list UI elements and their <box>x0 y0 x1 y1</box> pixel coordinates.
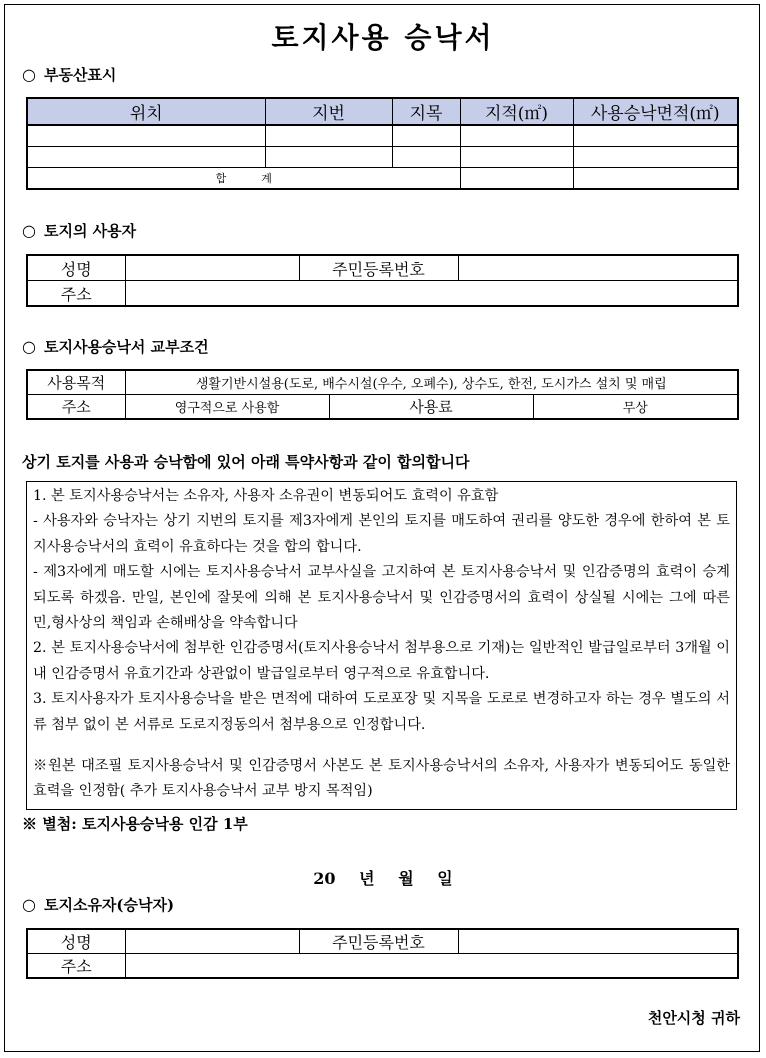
owner-id-field[interactable] <box>458 929 738 954</box>
user-address-field[interactable] <box>125 281 738 307</box>
terms-row <box>27 395 738 420</box>
special-terms-box <box>26 481 737 810</box>
col-approved-area: 사용승낙면적(㎡) <box>573 98 738 125</box>
section-user-label: 토지의 사용자 <box>43 222 137 240</box>
owner-id-label: 주민등록번호 <box>299 929 458 954</box>
total-label: 합 계 <box>27 168 460 190</box>
user-name-label: 성명 <box>27 255 125 281</box>
property-table <box>26 97 739 190</box>
document-title: 토지사용 승낙서 <box>271 21 495 54</box>
owner-name-row <box>27 929 738 954</box>
term-1: 1. 본 토지사용승낙서는 소유자, 사용자 소유권이 변동되어도 효력이 유효함 <box>33 488 499 504</box>
section-conditions-label: 토지사용승낙서 교부조건 <box>43 338 209 356</box>
term-note: ※원본 대조필 토지사용승낙서 및 인감증명서 사본도 본 토지사용승낙서의 소유자, 사용자가 변동되어도 동일한 효력을 인정함( 추가 토지사용승낙서 교부 방지 목적임) <box>33 758 730 800</box>
conditions-address-value: 영구적으로 사용함 <box>125 395 329 420</box>
date-year-unit: 년 <box>359 869 375 888</box>
cell-lot-number[interactable] <box>265 147 392 168</box>
section-property-heading <box>22 64 116 85</box>
cell-location[interactable] <box>27 125 265 147</box>
user-table <box>26 254 739 307</box>
user-address-row <box>27 281 738 307</box>
total-area[interactable] <box>460 168 573 190</box>
cell-approved-area[interactable] <box>573 147 738 168</box>
conditions-address-label: 주소 <box>27 395 125 420</box>
purpose-row <box>27 370 738 395</box>
section-owner-heading <box>22 894 174 915</box>
cell-lot-number[interactable] <box>265 125 392 147</box>
term-2: 2. 본 토지사용승낙서에 첨부한 인감증명서(토지사용승낙서 첨부용으로 기재)는 일반적인 발급일로부터 3개월 이내 인감증명서 유효기간과 상관없이 발급일로부터 영구적으로 유효합니다. <box>33 640 730 682</box>
terms-spacer <box>33 738 730 754</box>
conditions-table <box>26 369 739 420</box>
total-approved-area[interactable] <box>573 168 738 190</box>
owner-address-field[interactable] <box>125 954 738 979</box>
owner-table <box>26 928 739 979</box>
user-name-row <box>27 255 738 281</box>
cell-land-category[interactable] <box>392 125 460 147</box>
term-3: 3. 토지사용자가 토지사용승낙을 받은 면적에 대하여 도로포장 및 지목을 도로로 변경하고자 하는 경우 별도의 서류 첨부 없이 본 서류로 도로지정동의서 첨부용으로 인정합니다. <box>33 691 730 733</box>
section-conditions-heading <box>22 336 209 357</box>
cell-approved-area[interactable] <box>573 125 738 147</box>
user-id-field[interactable] <box>458 255 738 281</box>
date-line <box>0 866 766 889</box>
date-day-unit: 일 <box>437 869 453 888</box>
owner-name-label: 성명 <box>27 929 125 954</box>
date-year-prefix: 20 <box>313 869 336 888</box>
property-header-row <box>27 98 738 125</box>
section-marker: ○ <box>22 895 36 914</box>
attachment-note: ※ 별첨: 토지사용승낙용 인감 1부 <box>22 815 248 833</box>
property-row <box>27 125 738 147</box>
property-total-row <box>27 168 738 190</box>
col-land-category: 지목 <box>392 98 460 125</box>
section-marker: ○ <box>22 221 36 240</box>
purpose-label: 사용목적 <box>27 370 125 395</box>
cell-location[interactable] <box>27 147 265 168</box>
user-id-label: 주민등록번호 <box>299 255 458 281</box>
col-area: 지적(㎡) <box>460 98 573 125</box>
addressee: 천안시청 귀하 <box>647 1009 740 1027</box>
term-1-sub-b: - 제3자에게 매도할 시에는 토지사용승낙서 교부사실을 고지하여 본 토지사용승낙서 및 인감증명의 효력이 승계되도록 하겠음. 만일, 본인에 잘못에 의해 본 토지사용승낙서 및 인감증명서의 효력이 상실될 시에는 그에 따른 민,형사상의 책임과 손해배상을 약속합니다 <box>33 564 730 632</box>
cell-area[interactable] <box>460 125 573 147</box>
section-marker: ○ <box>22 337 36 356</box>
fee-label: 사용료 <box>329 395 533 420</box>
cell-area[interactable] <box>460 147 573 168</box>
col-lot-number: 지번 <box>265 98 392 125</box>
owner-name-field[interactable] <box>125 929 299 954</box>
fee-value: 무상 <box>533 395 738 420</box>
term-1-sub-a: - 사용자와 승낙자는 상기 지번의 토지를 제3자에게 본인의 토지를 매도하여 권리를 양도한 경우에 한하여 본 토지사용승낙서의 효력이 유효하다는 것을 합의 합니다. <box>33 513 730 555</box>
cell-land-category[interactable] <box>392 147 460 168</box>
section-marker: ○ <box>22 65 36 84</box>
owner-address-label: 주소 <box>27 954 125 979</box>
section-property-label: 부동산표시 <box>43 66 117 84</box>
user-address-label: 주소 <box>27 281 125 307</box>
owner-address-row <box>27 954 738 979</box>
date-month-unit: 월 <box>398 869 414 888</box>
col-location: 위치 <box>27 98 265 125</box>
section-user-heading <box>22 220 136 241</box>
agreement-statement: 상기 토지를 사용과 승낙함에 있어 아래 특약사항과 같이 합의합니다 <box>22 453 470 471</box>
purpose-value: 생활기반시설용(도로, 배수시설(우수, 오폐수), 상수도, 한전, 도시가스 설치 및 매립 <box>125 370 738 395</box>
user-name-field[interactable] <box>125 255 299 281</box>
section-owner-label: 토지소유자(승낙자) <box>43 896 175 914</box>
property-row <box>27 147 738 168</box>
